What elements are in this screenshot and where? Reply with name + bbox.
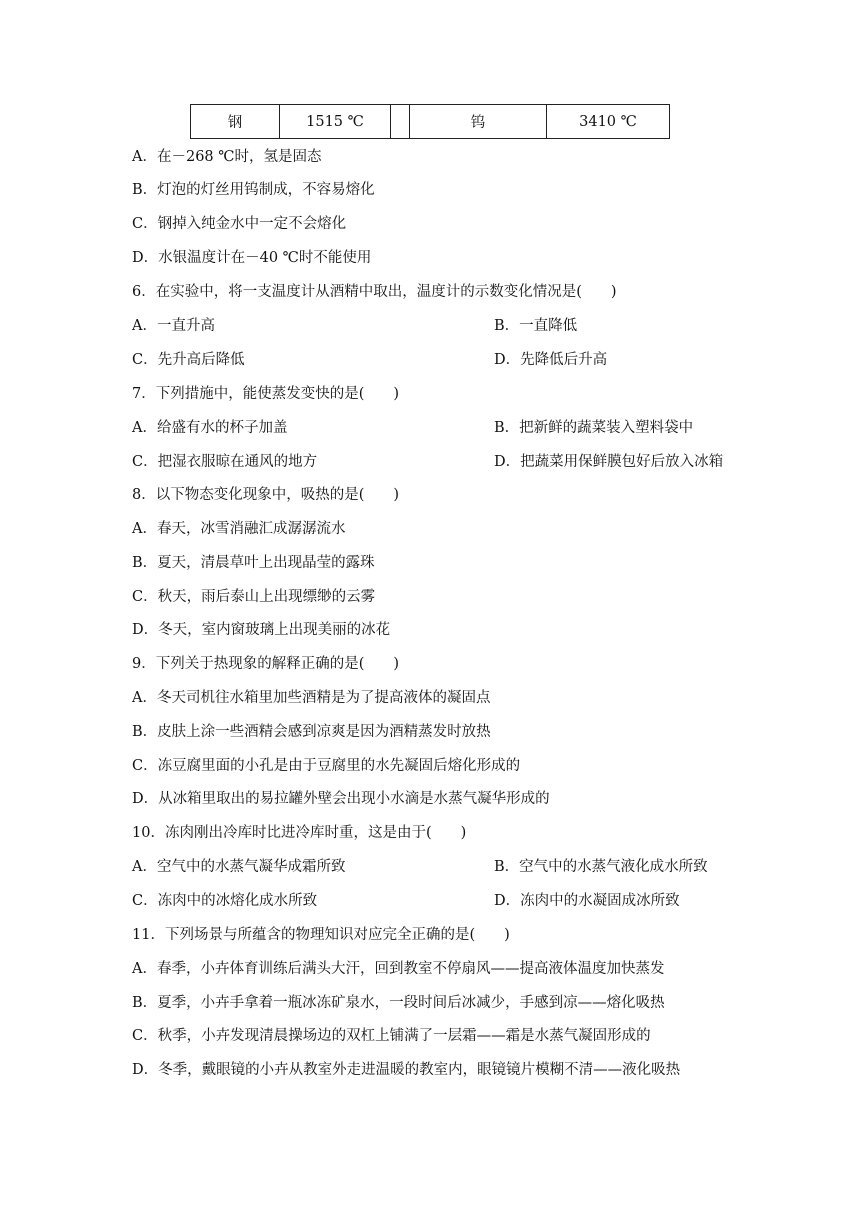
q5-option-b: B．灯泡的灯丝用钨制成，不容易熔化	[132, 182, 375, 198]
q11-option-c: C．秋季，小卉发现清晨操场边的双杠上铺满了一层霜——霜是水蒸气凝固形成的	[132, 1028, 651, 1044]
table-cell-spacer	[391, 105, 410, 139]
q6-option-b: B．一直降低	[494, 318, 578, 334]
q8-option-a: A．春天，冰雪消融汇成潺潺流水	[132, 521, 346, 537]
q5-option-d: D．水银温度计在－40 ℃时不能使用	[132, 250, 372, 266]
q10-option-b: B．空气中的水蒸气液化成水所致	[494, 859, 708, 875]
q11-option-b: B．夏季，小卉手拿着一瓶冰冻矿泉水，一段时间后冰减少，手感到凉——熔化吸热	[132, 995, 665, 1011]
q5-option-c: C．钢掉入纯金水中一定不会熔化	[132, 216, 347, 232]
q10-option-c: C．冻肉中的冰熔化成水所致	[132, 893, 318, 909]
table-cell-substance: 钢	[191, 105, 280, 139]
q9-stem: 9．下列关于热现象的解释正确的是( )	[132, 656, 400, 672]
q8-option-c: C．秋天，雨后泰山上出现缥缈的云雾	[132, 589, 376, 605]
table-cell-melting-point: 3410 ℃	[547, 105, 670, 139]
q9-option-a: A．冬天司机往水箱里加些酒精是为了提高液体的凝固点	[132, 690, 491, 706]
table-row	[191, 105, 670, 139]
melting-point-table	[190, 104, 670, 139]
q11-stem: 11．下列场景与所蕴含的物理知识对应完全正确的是( )	[132, 927, 510, 943]
q8-stem: 8．以下物态变化现象中，吸热的是( )	[132, 487, 400, 503]
q7-option-a: A．给盛有水的杯子加盖	[132, 420, 288, 436]
q8-option-d: D．冬天，室内窗玻璃上出现美丽的冰花	[132, 622, 391, 638]
q6-option-d: D．先降低后升高	[494, 352, 608, 368]
q11-option-d: D．冬季，戴眼镜的小卉从教室外走进温暖的教室内，眼镜镜片模糊不清——液化吸热	[132, 1062, 681, 1078]
q7-stem: 7．下列措施中，能使蒸发变快的是( )	[132, 386, 400, 402]
q6-option-a: A．一直升高	[132, 318, 215, 334]
q10-stem: 10．冻肉刚出冷库时比进冷库时重，这是由于( )	[132, 825, 467, 841]
q9-option-d: D．从冰箱里取出的易拉罐外壁会出现小水滴是水蒸气凝华形成的	[132, 791, 550, 807]
q8-option-b: B．夏天，清晨草叶上出现晶莹的露珠	[132, 555, 375, 571]
q11-option-a: A．春季，小卉体育训练后满头大汗，回到教室不停扇风——提高液体温度加快蒸发	[132, 961, 665, 977]
q7-option-b: B．把新鲜的蔬菜装入塑料袋中	[494, 420, 694, 436]
q6-stem: 6．在实验中，将一支温度计从酒精中取出，温度计的示数变化情况是( )	[132, 284, 617, 300]
q5-option-a: A．在－268 ℃时，氢是固态	[132, 149, 322, 165]
q10-option-d: D．冻肉中的水凝固成冰所致	[494, 893, 680, 909]
q9-option-c: C．冻豆腐里面的小孔是由于豆腐里的水先凝固后熔化形成的	[132, 758, 521, 774]
table-cell-melting-point: 1515 ℃	[280, 105, 391, 139]
q7-option-d: D．把蔬菜用保鲜膜包好后放入冰箱	[494, 454, 724, 470]
table-cell-substance: 钨	[410, 105, 547, 139]
q9-option-b: B．皮肤上涂一些酒精会感到凉爽是因为酒精蒸发时放热	[132, 724, 491, 740]
q7-option-c: C．把湿衣服晾在通风的地方	[132, 454, 318, 470]
q6-option-c: C．先升高后降低	[132, 352, 245, 368]
q10-option-a: A．空气中的水蒸气凝华成霜所致	[132, 859, 346, 875]
